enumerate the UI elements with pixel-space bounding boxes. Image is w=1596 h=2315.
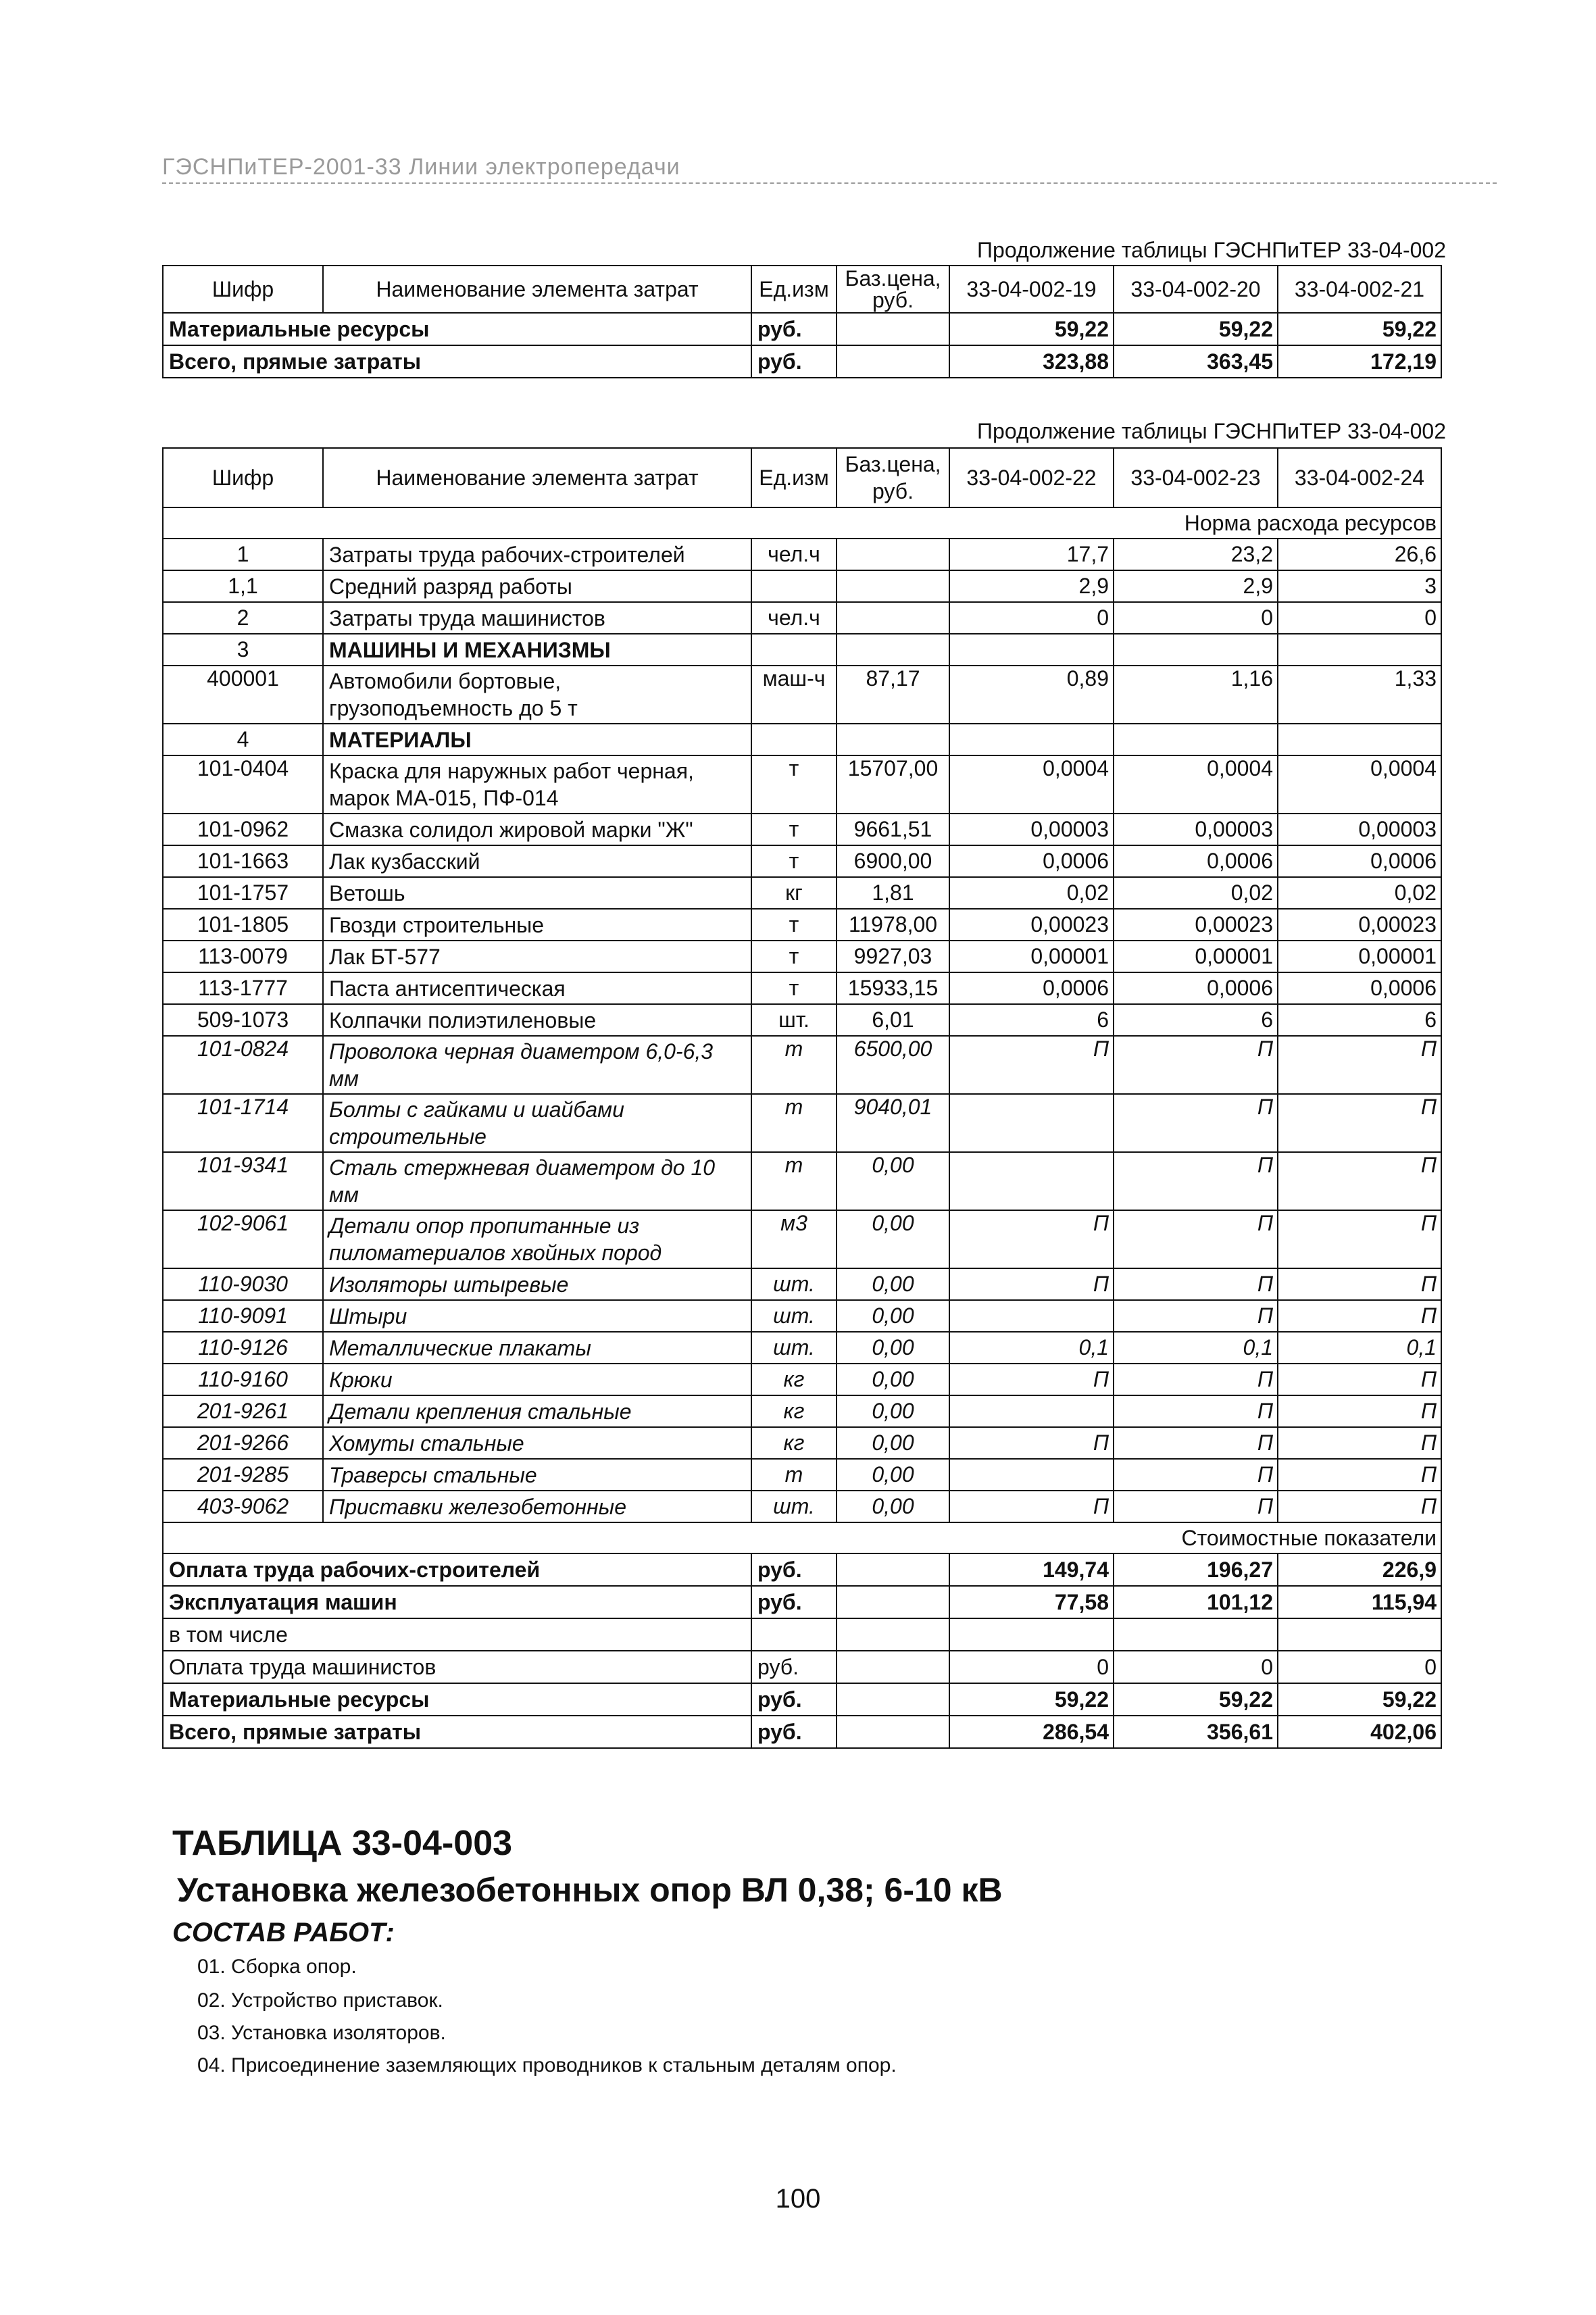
row-value	[1278, 724, 1441, 755]
row-unit	[751, 634, 837, 666]
table-row	[163, 1210, 1441, 1268]
row-name: Эксплуатация машин	[163, 1586, 751, 1618]
row-price: 9927,03	[837, 941, 949, 972]
row-value	[949, 1094, 1114, 1152]
row-unit: чел.ч	[751, 602, 837, 634]
row-name: Всего, прямые затраты	[163, 1716, 751, 1748]
row-price	[837, 1618, 949, 1651]
row-unit: шт.	[751, 1004, 837, 1036]
row-value: 0	[1278, 1651, 1441, 1683]
total-row	[163, 1618, 1441, 1651]
row-value: 77,58	[949, 1586, 1114, 1618]
col-header-unit: Ед.изм	[751, 266, 837, 313]
row-value: 0,89	[949, 666, 1114, 724]
row-value: П	[1278, 1152, 1441, 1210]
row-unit: кг	[751, 1395, 837, 1427]
row-unit: маш-ч	[751, 666, 837, 724]
table2-caption: Продолжение таблицы ГЭСНПиТЕР 33-04-002	[977, 419, 1446, 443]
row-value: П	[1114, 1300, 1278, 1332]
table-row	[163, 909, 1441, 941]
row-name: Приставки железобетонные	[323, 1491, 751, 1522]
row-unit: руб.	[751, 1586, 837, 1618]
col-header-price: Баз.цена, руб.	[837, 266, 949, 313]
row-value: П	[949, 1268, 1114, 1300]
row-code: 110-9091	[163, 1300, 323, 1332]
work-item: 02. Устройство приставок.	[197, 1989, 443, 2012]
row-value: 17,7	[949, 539, 1114, 570]
total-row	[163, 1651, 1441, 1683]
row-code: 1	[163, 539, 323, 570]
row-value: 2,9	[949, 570, 1114, 602]
row-value: 0,1	[949, 1332, 1114, 1364]
cost-rows	[163, 1553, 1441, 1748]
row-value: 115,94	[1278, 1586, 1441, 1618]
row-price: 6500,00	[837, 1036, 949, 1094]
row-value: П	[1114, 1036, 1278, 1094]
row-name: МАШИНЫ И МЕХАНИЗМЫ	[323, 634, 751, 666]
section-label: Норма расхода ресурсов	[163, 507, 1441, 539]
table-row	[163, 1332, 1441, 1364]
row-code: 2	[163, 602, 323, 634]
row-value	[1278, 1618, 1441, 1651]
row-value: 1,16	[1114, 666, 1278, 724]
row-price: 87,17	[837, 666, 949, 724]
row-value: 59,22	[949, 1683, 1114, 1716]
row-code: 101-1663	[163, 845, 323, 877]
row-unit: т	[751, 909, 837, 941]
row-name: Паста антисептическая	[323, 972, 751, 1004]
row-name: Изоляторы штыревые	[323, 1268, 751, 1300]
row-value: 0,00023	[1278, 909, 1441, 941]
row-value: П	[1278, 1300, 1441, 1332]
row-value: 0,0004	[1114, 755, 1278, 814]
row-value: 226,9	[1278, 1553, 1441, 1586]
table-row	[163, 570, 1441, 602]
section-subtitle: Установка железобетонных опор ВЛ 0,38; 6-10 кВ	[177, 1871, 1003, 1909]
section-label: Стоимостные показатели	[163, 1522, 1441, 1553]
row-name: Гвозди строительные	[323, 909, 751, 941]
total-row	[163, 1716, 1441, 1748]
row-value: 286,54	[949, 1716, 1114, 1748]
row-price	[837, 634, 949, 666]
row-value	[949, 1300, 1114, 1332]
row-name: Материальные ресурсы	[163, 1683, 751, 1716]
row-value: 0,0006	[1278, 972, 1441, 1004]
row-unit: т	[751, 1094, 837, 1152]
table-row	[163, 1036, 1441, 1094]
row-value: П	[1114, 1395, 1278, 1427]
row-value: 196,27	[1114, 1553, 1278, 1586]
row-value: 3	[1278, 570, 1441, 602]
row-value: П	[949, 1210, 1114, 1268]
row-value: П	[1278, 1094, 1441, 1152]
row-unit: кг	[751, 1364, 837, 1395]
row-price	[837, 570, 949, 602]
table-row	[163, 941, 1441, 972]
row-price	[837, 724, 949, 755]
row-unit	[751, 570, 837, 602]
row-price: 0,00	[837, 1268, 949, 1300]
row-price: 0,00	[837, 1300, 949, 1332]
row-unit: шт.	[751, 1332, 837, 1364]
row-price: 0,00	[837, 1210, 949, 1268]
row-code: 201-9266	[163, 1427, 323, 1459]
row-code: 101-1757	[163, 877, 323, 909]
col-header-name: Наименование элемента затрат	[323, 266, 751, 313]
row-value	[949, 1152, 1114, 1210]
row-value	[949, 1618, 1114, 1651]
row-name: Краска для наружных работ черная, марок МА-015, ПФ-014	[323, 755, 751, 814]
row-value: 0	[949, 1651, 1114, 1683]
row-unit: шт.	[751, 1491, 837, 1522]
row-value: 0,00001	[1278, 941, 1441, 972]
row-name: Затраты труда машинистов	[323, 602, 751, 634]
row-value: 0,0006	[1278, 845, 1441, 877]
row-value	[1278, 634, 1441, 666]
col-header-variant: 33-04-002-23	[1114, 448, 1278, 507]
row-name: Детали крепления стальные	[323, 1395, 751, 1427]
row-value: П	[1278, 1395, 1441, 1427]
row-name: Проволока черная диаметром 6,0-6,3 мм	[323, 1036, 751, 1094]
table-row	[163, 845, 1441, 877]
row-code: 110-9030	[163, 1268, 323, 1300]
resource-rows	[163, 539, 1441, 1522]
row-value: 0,00001	[1114, 941, 1278, 972]
row-unit: руб.	[751, 1683, 837, 1716]
row-value: 2,9	[1114, 570, 1278, 602]
table-row	[163, 313, 1441, 345]
table-row	[163, 1004, 1441, 1036]
row-value: 323,88	[949, 345, 1114, 378]
row-value: 0,00001	[949, 941, 1114, 972]
row-value: П	[949, 1036, 1114, 1094]
row-unit: руб.	[751, 1553, 837, 1586]
row-code: 110-9160	[163, 1364, 323, 1395]
row-value	[1114, 724, 1278, 755]
row-name: Штыри	[323, 1300, 751, 1332]
table-row	[163, 666, 1441, 724]
table-row	[163, 814, 1441, 845]
col-header-name: Наименование элемента затрат	[323, 448, 751, 507]
running-header: ГЭСНПиТЕР-2001-33 Линии электропередачи	[162, 154, 680, 180]
row-value: 0,02	[949, 877, 1114, 909]
row-value: 0,0006	[949, 845, 1114, 877]
row-unit: руб.	[751, 1716, 837, 1748]
row-value: 101,12	[1114, 1586, 1278, 1618]
table-row	[163, 1364, 1441, 1395]
row-name: Детали опор пропитанные из пиломатериалов хвойных пород	[323, 1210, 751, 1268]
row-price: 11978,00	[837, 909, 949, 941]
row-value: П	[1114, 1459, 1278, 1491]
row-value: 59,22	[1114, 313, 1278, 345]
row-value: 0,1	[1114, 1332, 1278, 1364]
col-header-variant: 33-04-002-19	[949, 266, 1114, 313]
row-code: 101-9341	[163, 1152, 323, 1210]
row-price: 15707,00	[837, 755, 949, 814]
row-value: 6	[1114, 1004, 1278, 1036]
section-row-costs	[163, 1522, 1441, 1553]
row-value: П	[949, 1364, 1114, 1395]
row-code: 113-0079	[163, 941, 323, 972]
row-name: Металлические плакаты	[323, 1332, 751, 1364]
row-value: 402,06	[1278, 1716, 1441, 1748]
row-value: 1,33	[1278, 666, 1441, 724]
row-code: 101-0404	[163, 755, 323, 814]
table-title: ТАБЛИЦА 33-04-003	[172, 1824, 513, 1863]
header-rule	[162, 182, 1497, 184]
row-price	[837, 1553, 949, 1586]
row-code: 509-1073	[163, 1004, 323, 1036]
row-name: Сталь стержневая диаметром до 10 мм	[323, 1152, 751, 1210]
table2	[162, 447, 1442, 1749]
row-price: 0,00	[837, 1427, 949, 1459]
table-row	[163, 634, 1441, 666]
row-name: Всего, прямые затраты	[163, 345, 751, 378]
table-row	[163, 1268, 1441, 1300]
row-value: 23,2	[1114, 539, 1278, 570]
row-price: 15933,15	[837, 972, 949, 1004]
row-code: 102-9061	[163, 1210, 323, 1268]
row-value: 0,00003	[1278, 814, 1441, 845]
row-value: 0,00003	[949, 814, 1114, 845]
row-price: 0,00	[837, 1395, 949, 1427]
table1-caption: Продолжение таблицы ГЭСНПиТЕР 33-04-002	[977, 238, 1446, 262]
row-name: Колпачки полиэтиленовые	[323, 1004, 751, 1036]
row-value: П	[1278, 1427, 1441, 1459]
row-code: 101-1714	[163, 1094, 323, 1152]
work-heading: СОСТАВ РАБОТ:	[172, 1918, 395, 1947]
row-name: Лак БТ-577	[323, 941, 751, 972]
row-price	[837, 1716, 949, 1748]
row-unit: т	[751, 1152, 837, 1210]
col-header-variant: 33-04-002-20	[1114, 266, 1278, 313]
row-value	[949, 1459, 1114, 1491]
work-item: 01. Сборка опор.	[197, 1956, 357, 1978]
row-name: Оплата труда рабочих-строителей	[163, 1553, 751, 1586]
row-code: 4	[163, 724, 323, 755]
row-value: П	[1114, 1427, 1278, 1459]
table-row	[163, 1300, 1441, 1332]
row-name: Смазка солидол жировой марки "Ж"	[323, 814, 751, 845]
table-row	[163, 1094, 1441, 1152]
table-row	[163, 1152, 1441, 1210]
row-unit: руб.	[751, 345, 837, 378]
row-price: 6900,00	[837, 845, 949, 877]
row-value	[1114, 634, 1278, 666]
row-value: 0,02	[1278, 877, 1441, 909]
row-value: П	[1114, 1094, 1278, 1152]
row-unit: т	[751, 845, 837, 877]
row-name: Оплата труда машинистов	[163, 1651, 751, 1683]
row-value: 0,0006	[949, 972, 1114, 1004]
row-price: 0,00	[837, 1459, 949, 1491]
row-name: Болты с гайками и шайбами строительные	[323, 1094, 751, 1152]
table-row	[163, 1459, 1441, 1491]
row-price	[837, 539, 949, 570]
table-row	[163, 972, 1441, 1004]
row-value: 0,0006	[1114, 972, 1278, 1004]
table-row	[163, 877, 1441, 909]
col-header-variant: 33-04-002-24	[1278, 448, 1441, 507]
row-value: 0,0004	[1278, 755, 1441, 814]
row-name: в том числе	[163, 1618, 751, 1651]
row-unit: т	[751, 755, 837, 814]
row-value: 149,74	[949, 1553, 1114, 1586]
row-value: П	[949, 1491, 1114, 1522]
table1-header-row	[163, 266, 1441, 313]
row-unit: шт.	[751, 1268, 837, 1300]
col-header-variant: 33-04-002-21	[1278, 266, 1441, 313]
row-value: 0,00023	[949, 909, 1114, 941]
row-price: 0,00	[837, 1364, 949, 1395]
row-unit: чел.ч	[751, 539, 837, 570]
table-row	[163, 602, 1441, 634]
row-unit: т	[751, 1036, 837, 1094]
row-unit: т	[751, 941, 837, 972]
row-unit: шт.	[751, 1300, 837, 1332]
row-value: 6	[1278, 1004, 1441, 1036]
row-value: 0	[1114, 602, 1278, 634]
row-value: 356,61	[1114, 1716, 1278, 1748]
row-unit: т	[751, 972, 837, 1004]
row-unit	[751, 724, 837, 755]
row-code: 400001	[163, 666, 323, 724]
col-header-price: Баз.цена, руб.	[837, 448, 949, 507]
row-price	[837, 602, 949, 634]
row-value: П	[1278, 1364, 1441, 1395]
row-value: 0,00003	[1114, 814, 1278, 845]
table-row	[163, 1427, 1441, 1459]
row-name: МАТЕРИАЛЫ	[323, 724, 751, 755]
row-unit: кг	[751, 1427, 837, 1459]
row-price	[837, 1586, 949, 1618]
row-code: 403-9062	[163, 1491, 323, 1522]
row-value: 0	[949, 602, 1114, 634]
row-name: Средний разряд работы	[323, 570, 751, 602]
row-value: П	[1278, 1459, 1441, 1491]
table-row	[163, 345, 1441, 378]
row-value: П	[1114, 1491, 1278, 1522]
total-row	[163, 1553, 1441, 1586]
row-name: Хомуты стальные	[323, 1427, 751, 1459]
row-price	[837, 1683, 949, 1716]
row-code: 1,1	[163, 570, 323, 602]
row-unit: т	[751, 814, 837, 845]
row-price: 0,00	[837, 1152, 949, 1210]
row-code: 101-0824	[163, 1036, 323, 1094]
row-unit: кг	[751, 877, 837, 909]
table-row	[163, 539, 1441, 570]
row-unit	[751, 1618, 837, 1651]
row-value: 172,19	[1278, 345, 1441, 378]
row-name: Траверсы стальные	[323, 1459, 751, 1491]
row-value: 0,1	[1278, 1332, 1441, 1364]
row-value: П	[1278, 1036, 1441, 1094]
row-code: 110-9126	[163, 1332, 323, 1364]
row-price	[837, 1651, 949, 1683]
row-value: 26,6	[1278, 539, 1441, 570]
row-price: 0,00	[837, 1491, 949, 1522]
row-value: П	[1114, 1152, 1278, 1210]
row-name: Автомобили бортовые, грузоподъемность до 5 т	[323, 666, 751, 724]
row-value: 6	[949, 1004, 1114, 1036]
table-row	[163, 755, 1441, 814]
row-code: 201-9261	[163, 1395, 323, 1427]
row-unit: руб.	[751, 1651, 837, 1683]
row-value: П	[1114, 1210, 1278, 1268]
col-header-unit: Ед.изм	[751, 448, 837, 507]
row-unit: м3	[751, 1210, 837, 1268]
row-value: 59,22	[1278, 313, 1441, 345]
row-code: 113-1777	[163, 972, 323, 1004]
row-name: Ветошь	[323, 877, 751, 909]
row-price: 1,81	[837, 877, 949, 909]
row-value	[949, 724, 1114, 755]
row-code: 101-1805	[163, 909, 323, 941]
row-value: П	[1114, 1268, 1278, 1300]
page-number: 100	[775, 2184, 821, 2214]
row-value	[949, 634, 1114, 666]
col-header-variant: 33-04-002-22	[949, 448, 1114, 507]
row-code: 101-0962	[163, 814, 323, 845]
row-name: Крюки	[323, 1364, 751, 1395]
row-value: 0,02	[1114, 877, 1278, 909]
row-unit: т	[751, 1459, 837, 1491]
row-value: П	[1278, 1210, 1441, 1268]
row-value	[949, 1395, 1114, 1427]
row-value: 0	[1278, 602, 1441, 634]
col-header-code: Шифр	[163, 266, 323, 313]
row-value: 0,0004	[949, 755, 1114, 814]
row-value: 0,0006	[1114, 845, 1278, 877]
row-value: 59,22	[1278, 1683, 1441, 1716]
table-row	[163, 724, 1441, 755]
row-value: 59,22	[1114, 1683, 1278, 1716]
row-code: 3	[163, 634, 323, 666]
row-price: 9040,01	[837, 1094, 949, 1152]
row-value: 59,22	[949, 313, 1114, 345]
row-value	[1114, 1618, 1278, 1651]
row-value: 363,45	[1114, 345, 1278, 378]
row-value: П	[1278, 1268, 1441, 1300]
row-value: П	[1114, 1364, 1278, 1395]
row-price: 9661,51	[837, 814, 949, 845]
col-header-code: Шифр	[163, 448, 323, 507]
row-code: 201-9285	[163, 1459, 323, 1491]
table-row	[163, 1395, 1441, 1427]
work-item: 04. Присоединение заземляющих проводников к стальным деталям опор.	[197, 2054, 897, 2076]
row-name: Затраты труда рабочих-строителей	[323, 539, 751, 570]
row-price: 0,00	[837, 1332, 949, 1364]
row-value: 0,00023	[1114, 909, 1278, 941]
total-row	[163, 1683, 1441, 1716]
total-row	[163, 1586, 1441, 1618]
section-row-norms	[163, 507, 1441, 539]
row-name: Материальные ресурсы	[163, 313, 751, 345]
table1	[162, 265, 1442, 378]
row-price: 6,01	[837, 1004, 949, 1036]
row-name: Лак кузбасский	[323, 845, 751, 877]
table2-header-row	[163, 448, 1441, 507]
table-row	[163, 1491, 1441, 1522]
row-value: П	[949, 1427, 1114, 1459]
row-unit: руб.	[751, 313, 837, 345]
row-value: П	[1278, 1491, 1441, 1522]
work-item: 03. Установка изоляторов.	[197, 2022, 446, 2044]
row-value: 0	[1114, 1651, 1278, 1683]
